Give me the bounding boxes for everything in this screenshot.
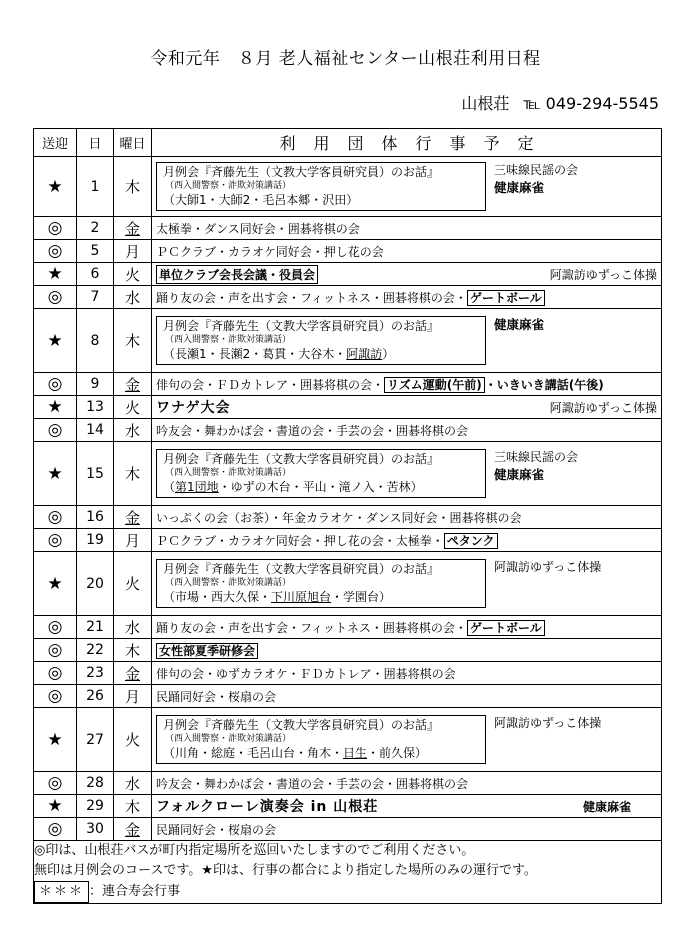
day-number: 28 — [77, 772, 114, 795]
day-number: 23 — [77, 662, 114, 685]
day-number: 9 — [77, 373, 114, 396]
side-event: 阿諏訪ゆずっこ体操 — [549, 400, 657, 415]
weekday: 金 — [114, 662, 152, 685]
org-contact — [461, 91, 659, 114]
col-header-weekday: 曜日 — [114, 129, 152, 157]
meeting-subtitle: （西入間警察・詐欺対策講話） — [165, 335, 292, 345]
events-cell: いっぷくの会（お茶）・年金カラオケ・ダンス同好会・囲碁将棋の会 — [152, 506, 662, 529]
schedule-table — [33, 128, 662, 904]
pickup-mark: ◎ — [34, 662, 77, 685]
day-number: 5 — [77, 240, 114, 263]
page-title: 令和元年 ８月 老人福祉センター山根荘利用日程 — [150, 49, 541, 69]
pickup-mark: ★ — [34, 442, 77, 506]
day-number: 8 — [77, 309, 114, 373]
pickup-mark: ◎ — [34, 506, 77, 529]
events-cell: 太極拳・ダンス同好会・囲碁将棋の会 — [152, 217, 662, 240]
weekday: 月 — [114, 529, 152, 552]
day-number: 20 — [77, 552, 114, 616]
note-line: 無印は月例会のコースです。★印は、行事の都合により指定した場所のみの運行です。 — [34, 863, 537, 878]
weekday: 木 — [114, 309, 152, 373]
events-cell — [152, 442, 662, 506]
table-row — [34, 685, 662, 708]
side-event: 健康麻雀 — [494, 467, 545, 482]
monthly-meeting-box — [156, 449, 486, 498]
side-event: 健康麻雀 — [494, 317, 545, 332]
meeting-title: 月例会『斉藤先生（文教大学客員研究員）のお話』 — [163, 319, 440, 333]
pickup-mark: ◎ — [34, 818, 77, 841]
event-item-boxed: リズム運動(午前) — [384, 377, 485, 393]
note-line: ◎印は、山根荘バスが町内指定場所を巡回いたしますのでご利用ください。 — [34, 843, 475, 858]
event-item: ワナゲ大会 — [156, 400, 231, 416]
route-areas: （第1団地・ゆずの木台・平山・滝ノ入・苦林） — [163, 480, 423, 494]
day-number: 27 — [77, 708, 114, 772]
event-item-boxed: ゲートボール — [467, 620, 545, 636]
day-number: 29 — [77, 795, 114, 818]
pickup-mark: ◎ — [34, 240, 77, 263]
table-row — [34, 309, 662, 373]
table-row — [34, 217, 662, 240]
pickup-mark: ★ — [34, 552, 77, 616]
day-number: 30 — [77, 818, 114, 841]
notes-row — [34, 841, 662, 904]
table-row — [34, 442, 662, 506]
pickup-mark: ◎ — [34, 529, 77, 552]
stars-box: ＊＊＊ — [34, 881, 89, 903]
meeting-title: 月例会『斉藤先生（文教大学客員研究員）のお話』 — [163, 562, 440, 576]
note-line: ＊＊＊ ：連合寿会行事 — [34, 881, 661, 903]
weekday: 火 — [114, 263, 152, 286]
day-number: 1 — [77, 157, 114, 217]
monthly-meeting-box — [156, 715, 486, 764]
events-cell — [152, 639, 662, 662]
weekday: 金 — [114, 506, 152, 529]
meeting-title: 月例会『斉藤先生（文教大学客員研究員）のお話』 — [163, 718, 440, 732]
event-item: ・いきいき講話(午後) — [484, 377, 604, 392]
route-areas: （長瀬1・長瀬2・葛貫・大谷木・阿諏訪） — [163, 347, 395, 361]
table-row — [34, 263, 662, 286]
day-number: 2 — [77, 217, 114, 240]
day-number: 16 — [77, 506, 114, 529]
event-list: 踊り友の会・声を出す会・フィットネス・囲碁将棋の会・ — [156, 620, 467, 635]
events-cell: 民踊同好会・桜扇の会 — [152, 818, 662, 841]
weekday: 木 — [114, 795, 152, 818]
pickup-mark: ◎ — [34, 286, 77, 309]
events-cell: 俳句の会・ゆずカラオケ・ＦＤカトレア・囲碁将棋の会 — [152, 662, 662, 685]
col-header-day: 日 — [77, 129, 114, 157]
route-areas: （市場・西大久保・下川原旭台・学園台） — [163, 590, 392, 604]
pickup-mark: ◎ — [34, 616, 77, 639]
weekday: 月 — [114, 240, 152, 263]
tel-number: 049-294-5545 — [545, 94, 659, 113]
weekday: 水 — [114, 286, 152, 309]
meeting-title: 月例会『斉藤先生（文教大学客員研究員）のお話』 — [163, 165, 440, 179]
table-row — [34, 616, 662, 639]
weekday: 金 — [114, 373, 152, 396]
notes-cell — [34, 841, 662, 904]
table-row — [34, 772, 662, 795]
weekday: 木 — [114, 157, 152, 217]
events-cell — [152, 396, 662, 419]
weekday: 火 — [114, 708, 152, 772]
weekday: 水 — [114, 616, 152, 639]
table-row — [34, 240, 662, 263]
table-row — [34, 529, 662, 552]
pickup-mark: ◎ — [34, 685, 77, 708]
side-event: 健康麻雀 — [494, 180, 545, 195]
day-number: 7 — [77, 286, 114, 309]
weekday: 金 — [114, 818, 152, 841]
events-cell — [152, 529, 662, 552]
table-row — [34, 157, 662, 217]
table-row — [34, 708, 662, 772]
events-cell — [152, 708, 662, 772]
pickup-mark: ◎ — [34, 772, 77, 795]
meeting-subtitle: （西入間警察・詐欺対策講話） — [165, 181, 292, 191]
table-row — [34, 662, 662, 685]
meeting-title: 月例会『斉藤先生（文教大学客員研究員）のお話』 — [163, 452, 440, 466]
table-row — [34, 552, 662, 616]
day-number: 26 — [77, 685, 114, 708]
pickup-mark: ◎ — [34, 217, 77, 240]
meeting-subtitle: （西入間警察・詐欺対策講話） — [165, 468, 292, 478]
table-header-row — [34, 129, 662, 157]
events-cell — [152, 157, 662, 217]
meeting-subtitle: （西入間警察・詐欺対策講話） — [165, 578, 292, 588]
weekday: 木 — [114, 442, 152, 506]
pickup-mark: ★ — [34, 309, 77, 373]
events-cell — [152, 263, 662, 286]
route-areas: （大師1・大師2・毛呂本郷・沢田） — [163, 193, 359, 207]
pickup-mark: ★ — [34, 263, 77, 286]
pickup-mark: ★ — [34, 708, 77, 772]
event-item-boxed: ペタンク — [444, 533, 498, 549]
side-event: 三味線民謡の会 — [494, 163, 579, 177]
day-number: 13 — [77, 396, 114, 419]
day-number: 19 — [77, 529, 114, 552]
monthly-meeting-box — [156, 162, 486, 211]
table-row — [34, 818, 662, 841]
event-item-boxed: 女性部夏季研修会 — [156, 643, 258, 659]
table-row — [34, 419, 662, 442]
weekday: 火 — [114, 396, 152, 419]
tel-icon: ℡ — [523, 94, 541, 113]
org-name: 山根荘 — [461, 94, 510, 113]
col-header-pickup: 送迎 — [34, 129, 77, 157]
day-number: 14 — [77, 419, 114, 442]
side-event: 阿諏訪ゆずっこ体操 — [494, 560, 602, 574]
event-list: 俳句の会・ＦＤカトレア・囲碁将棋の会・ — [156, 377, 385, 392]
table-row — [34, 639, 662, 662]
side-event: 三味線民謡の会 — [494, 450, 579, 464]
pickup-mark: ◎ — [34, 373, 77, 396]
table-row — [34, 795, 662, 818]
monthly-meeting-box — [156, 559, 486, 608]
weekday: 木 — [114, 639, 152, 662]
day-number: 6 — [77, 263, 114, 286]
pickup-mark: ◎ — [34, 419, 77, 442]
events-cell — [152, 552, 662, 616]
side-event: 健康麻雀 — [582, 799, 631, 814]
events-cell — [152, 309, 662, 373]
table-row — [34, 286, 662, 309]
meeting-subtitle: （西入間警察・詐欺対策講話） — [165, 734, 292, 744]
route-areas: （川角・総庭・毛呂山台・角木・日生・前久保） — [163, 746, 428, 760]
monthly-meeting-box — [156, 316, 486, 365]
weekday: 月 — [114, 685, 152, 708]
events-cell — [152, 286, 662, 309]
events-cell: ＰＣクラブ・カラオケ同好会・押し花の会 — [152, 240, 662, 263]
side-event: 阿諏訪ゆずっこ体操 — [494, 716, 602, 730]
weekday: 水 — [114, 419, 152, 442]
col-header-events: 利用団体行事予定 — [152, 129, 662, 157]
events-cell: 吟友会・舞わかば会・書道の会・手芸の会・囲碁将棋の会 — [152, 419, 662, 442]
events-cell — [152, 616, 662, 639]
day-number: 15 — [77, 442, 114, 506]
pickup-mark: ★ — [34, 795, 77, 818]
pickup-mark: ★ — [34, 157, 77, 217]
pickup-mark: ★ — [34, 396, 77, 419]
weekday: 金 — [114, 217, 152, 240]
pickup-mark: ◎ — [34, 639, 77, 662]
weekday: 火 — [114, 552, 152, 616]
weekday: 水 — [114, 772, 152, 795]
events-cell: 吟友会・舞わかば会・書道の会・手芸の会・囲碁将棋の会 — [152, 772, 662, 795]
events-cell — [152, 795, 662, 818]
day-number: 21 — [77, 616, 114, 639]
event-list: 踊り友の会・声を出す会・フィットネス・囲碁将棋の会・ — [156, 290, 467, 305]
events-cell — [152, 373, 662, 396]
day-number: 22 — [77, 639, 114, 662]
event-list: ＰＣクラブ・カラオケ同好会・押し花の会・太極拳・ — [156, 533, 444, 548]
events-cell: 民踊同好会・桜扇の会 — [152, 685, 662, 708]
event-item-boxed: ゲートボール — [467, 290, 545, 306]
table-row — [34, 373, 662, 396]
event-item: フォルクローレ演奏会 in 山根荘 — [156, 799, 379, 815]
side-event: 阿諏訪ゆずっこ体操 — [549, 267, 657, 282]
table-row — [34, 506, 662, 529]
table-row — [34, 396, 662, 419]
event-item: 単位クラブ会長会議・役員会 — [156, 265, 318, 284]
